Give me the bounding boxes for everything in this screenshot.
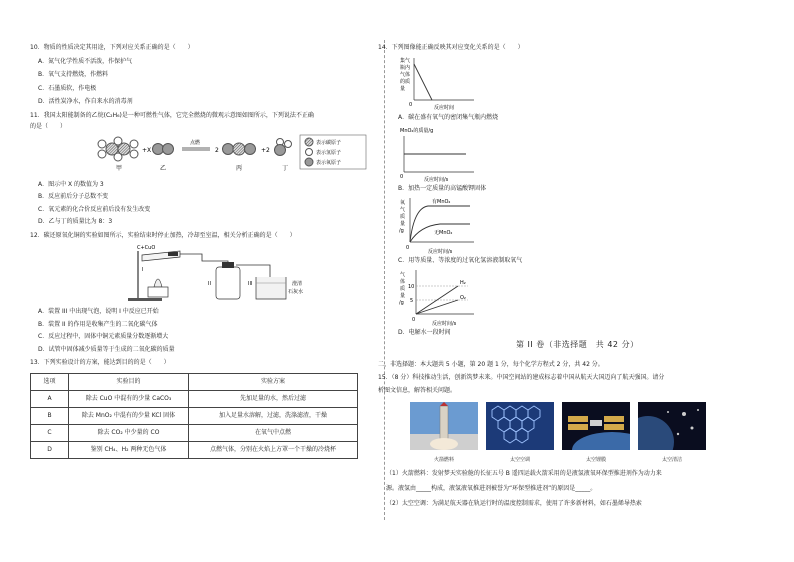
question-11-stem-line2: 的是（ ） (30, 123, 67, 130)
option-b: B．反应前后分子总数不变 (38, 193, 109, 200)
header-plan: 实验方案 (189, 373, 358, 390)
graph-d-origin: 0 (412, 317, 416, 323)
alcohol-lamp-flame (154, 279, 162, 287)
beaker-iii (256, 277, 286, 299)
graph-d-ylabel-1: 气 (400, 272, 406, 278)
carbon-dioxide-molecule (223, 143, 256, 155)
part-1-line2: 源。液氢由_____构成，液氢液氧推进剂被誉为“环保型推进剂”的原因是_____。 (386, 485, 597, 492)
table-row (31, 407, 358, 424)
water-molecule (275, 138, 292, 155)
cell-option: A (31, 390, 69, 407)
table-header-row (31, 373, 358, 390)
graph-b-origin: 0 (400, 174, 404, 180)
question-11-stem-line1: 11．我国太阳能制备的乙烷(C₂H₆)是一种可燃性气体，它完全燃烧的微观示意图如图所示，下列说法不正确 (30, 111, 314, 119)
question-13-stem: 13．下列实验设计的方案，能达到目的的是（ ） (30, 359, 170, 366)
graph-c (398, 194, 498, 256)
legend-oxygen: 表示氧原子 (316, 159, 342, 166)
option-c: C．石墨质软，作电极 (38, 84, 97, 92)
graph-b-xlabel: 反应时间/s (424, 177, 449, 183)
legend-carbon: 表示碳原子 (316, 139, 342, 146)
header-option: 选项 (31, 373, 69, 390)
graph-a-ylabel-1: 集气 (400, 58, 411, 64)
experiment-table (30, 373, 358, 459)
graph-d-ylabel-2: 体 (400, 279, 406, 285)
graph-d-tick-5: 5 (410, 298, 414, 304)
coefficient-2-right: +2 (261, 146, 270, 154)
table-row (31, 390, 358, 407)
limewater-label-1: 澄清 (292, 281, 303, 287)
table-row (31, 424, 358, 441)
part-2-line1: （2）太空空调：为满足航天器在轨运行时的温度控制需求，使用了许多新材料，如石墨烯导热索 (386, 500, 642, 507)
graph-a-ylabel-3: 气体 (400, 72, 411, 78)
alcohol-lamp (148, 287, 168, 297)
cell-purpose: 鉴别 CH₄、H₂ 两种无色气体 (69, 441, 189, 458)
question-14-stem: 14．下列图像能正确反映其对应变化关系的是（ ） (378, 44, 524, 51)
graph-c-ylabel-5: /g (399, 228, 404, 234)
label-yi: 乙 (160, 164, 167, 172)
table-row (31, 441, 358, 458)
option-b: B．加热一定质量的高锰酸钾固体 (398, 185, 487, 192)
graph-d-tick-10: 10 (408, 284, 415, 290)
graph-c-ylabel-2: 气 (400, 207, 406, 213)
label-bing: 丙 (236, 164, 243, 172)
graph-b-ylabel: MnO₂的质量/g (400, 128, 434, 134)
section-2-intro: 二、非选择题：本大题共 5 小题，第 20 题 1 分，每个化学方程式 2 分，共 42 分。 (378, 361, 604, 368)
reaction-condition: 点燃 (190, 139, 201, 146)
option-d: D．活性炭净水，作自来水的消毒剂 (38, 98, 133, 105)
graph-d-curve-o2 (416, 300, 458, 314)
cell-purpose: 除去 MnO₂ 中混有的少量 KCl 固体 (69, 407, 189, 424)
space-air-conditioning-photo (486, 402, 554, 450)
graph-c-label-mno2: 有MnO₂ (432, 199, 451, 205)
caption-rocket-fuel: 火箭燃料 (433, 457, 454, 463)
section-2-title: 第 II 卷（非选择题 共 42 分） (516, 340, 639, 349)
graph-c-ylabel-3: 质 (400, 214, 406, 220)
graph-a-ylabel-2: 瓶内 (400, 65, 411, 71)
option-c: C．氧元素的化合价反应前后没有发生改变 (38, 205, 151, 213)
space-cleaning-photo (638, 402, 706, 450)
graph-c-ylabel-1: 氧 (400, 200, 406, 206)
graph-a-ylabel-4: 的质 (400, 79, 411, 85)
caption-space-film: 太空锂膜 (585, 457, 606, 463)
cell-plan: 在氧气中点燃 (189, 424, 358, 441)
graph-c-xlabel: 反应时间/s (428, 249, 453, 255)
option-c: C．用等质量、等浓度的过氧化氢溶液制取氧气 (398, 257, 523, 264)
graph-d (398, 266, 498, 328)
question-11 (30, 112, 375, 226)
cell-option: C (31, 424, 69, 441)
rocket-fuel-photo (410, 402, 478, 450)
column-divider (384, 40, 385, 520)
cell-plan: 加入足量水溶解，过滤，洗涤滤渣，干燥 (189, 407, 358, 424)
part-1-line1: （1）火箭燃料：发射梦天实验舱的长征五号 B 遥四运载火箭采用的是液氢液氧环保型推进剂作为动力来 (386, 470, 662, 477)
graph-c-origin: 0 (406, 245, 410, 251)
graph-a-origin: 0 (409, 102, 413, 108)
graph-d-label-o2: O₂ (460, 295, 466, 301)
cell-plan: 先加足量的水，然后过滤 (189, 390, 358, 407)
caption-space-cleaning: 太空清洁 (661, 457, 682, 463)
graph-a-ylabel-5: 量 (400, 86, 406, 92)
oxygen-molecule (153, 143, 174, 154)
option-d: D．乙与丁的质量比为 8：3 (38, 218, 113, 225)
question-12 (30, 232, 375, 354)
cell-purpose: 除去 CO₂ 中少量的 CO (69, 424, 189, 441)
graph-c-label-no-mno2: 无MnO₂ (434, 230, 453, 236)
question-13 (30, 359, 375, 459)
ethane-molecule (98, 137, 138, 161)
question-10 (30, 44, 375, 106)
option-b: B．氧气支持燃烧，作燃料 (38, 71, 109, 78)
left-column (30, 44, 375, 461)
cell-purpose: 除去 CuO 中混有的少量 CaCO₃ (69, 390, 189, 407)
option-c: C．反应过程中，固体中铜元素质量分数逐渐增大 (38, 333, 169, 340)
cell-plan: 点燃气体，分别在火焰上方罩一个干燥的冷烧杯 (189, 441, 358, 458)
graph-d-xlabel: 反应时间/s (432, 321, 457, 327)
graph-a-curve (414, 64, 432, 100)
space-film-photo (562, 402, 630, 450)
graph-d-label-h2: H₂ (460, 280, 466, 286)
question-15-line1: 15．（8 分）科技推动生活，创新筑梦未来。中国空间站的建成标志着中国从航天大国迈向了航天强国。请分 (378, 374, 665, 381)
apparatus-diagram (30, 241, 375, 303)
bottle-ii (216, 267, 240, 299)
question-15-line2: 析图文信息，解答相关问题。 (378, 387, 457, 394)
graph-d-ylabel-4: 量 (400, 293, 406, 299)
right-column (378, 44, 770, 524)
graph-d-ylabel-3: 质 (400, 286, 406, 292)
graph-c-ylabel-4: 量 (400, 221, 406, 227)
roman-i: I (142, 267, 144, 273)
coefficient-2-left: 2 (215, 146, 219, 154)
question-12-stem: 12．碳还原氧化铜的实验如图所示，实验结束时停止加热，冷却至室温，相关分析正确的是（ ） (30, 231, 296, 239)
legend-hydrogen: 表示氢原子 (316, 149, 342, 156)
cell-option: D (31, 441, 69, 458)
question-10-stem: 10．物质的性质决定其用途，下列对应关系正确的是（ ） (30, 44, 194, 51)
graph-a (398, 54, 488, 112)
graph-b (398, 124, 498, 184)
roman-ii: II (208, 281, 211, 287)
graph-d-ylabel-5: /g (399, 300, 404, 306)
option-a: A．图示中 X 的数值为 3 (38, 180, 104, 188)
molecule-reaction-diagram (30, 134, 375, 176)
roman-iii: III (248, 281, 253, 287)
option-a: A．碳在盛有氧气的密闭集气瓶内燃烧 (398, 114, 499, 121)
option-a: A．氮气化学性质不活泼，作保护气 (38, 57, 133, 65)
limewater-label-2: 石灰水 (288, 289, 304, 295)
caption-space-ac: 太空空调 (509, 457, 530, 463)
header-purpose: 实验目的 (69, 373, 189, 390)
coefficient-x: +X (142, 146, 152, 154)
label-jia: 甲 (116, 164, 123, 172)
cell-option: B (31, 407, 69, 424)
label-ding: 丁 (282, 164, 289, 172)
option-b: B．装置 II 的作用是收集产生的二氧化碳气体 (38, 320, 158, 328)
graph-a-xlabel: 反应时间 (434, 105, 455, 111)
option-d: D．试管中固体减少质量等于生成的二氧化碳的质量 (38, 345, 175, 353)
option-d: D．电解水一段时间 (398, 329, 451, 336)
reagent-label: C+CuO (137, 245, 156, 251)
option-a: A．装置 III 中出现气泡，说明 I 中反应已开始 (38, 308, 159, 315)
